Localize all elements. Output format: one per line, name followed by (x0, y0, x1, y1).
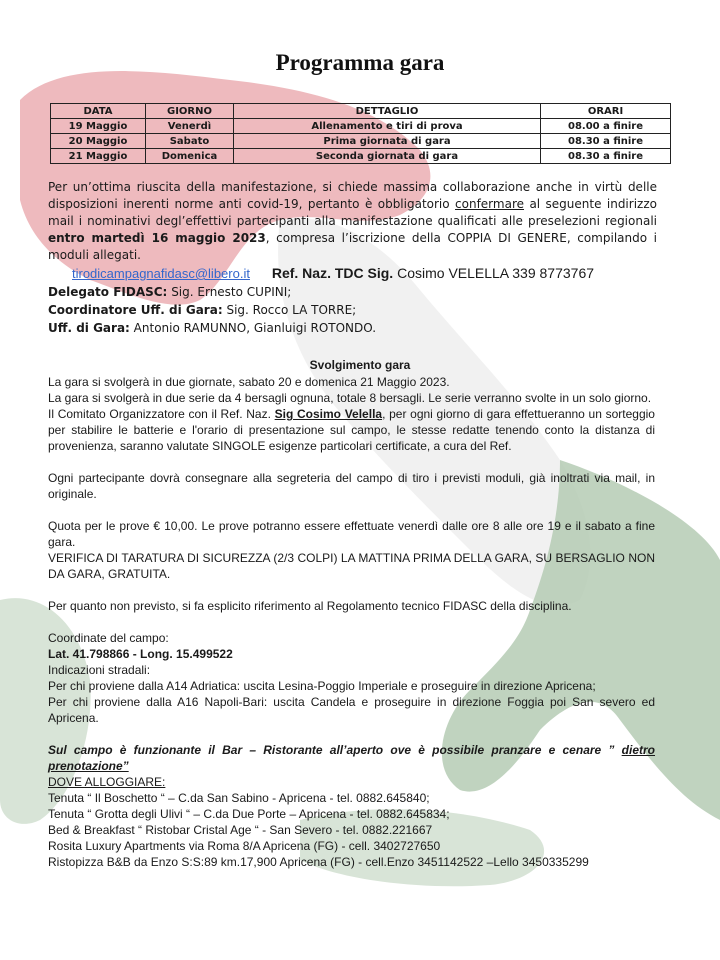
body-text: Sul campo è funzionante il Bar – Ristorante all’aperto ove è possibile pranzare e cenare ” (48, 743, 615, 757)
intro-text: Per un’ottima riuscita della manifestazione, si chiede massima collaborazione anche in virtù delle disposizioni inerenti norme anti covid-19, pertanto è obbligatorio (48, 180, 657, 211)
intro-underlined: confermare (455, 197, 525, 211)
table-cell: Sabato (146, 134, 234, 149)
body-line: Ogni partecipante dovrà consegnare alla segreteria del campo di tiro i previsti moduli, già inoltrati via mail, in originale. (48, 471, 655, 501)
official-row (48, 283, 376, 301)
body-line: VERIFICA DI TARATURA DI SICUREZZA (2/3 COLPI) LA MATTINA PRIMA DELLA GARA, SU BERSAGLIO NON DA GARA, GRATUITA. (48, 551, 655, 581)
officials-list (48, 283, 376, 337)
header-cell: GIORNO (146, 104, 234, 119)
booking-note: dietro prenotazione” (48, 743, 655, 773)
table-cell: 21 Maggio (51, 149, 146, 164)
table-cell: 20 Maggio (51, 134, 146, 149)
referee-label: Ref. Naz. TDC Sig. (271, 265, 394, 281)
body-line: Per quanto non previsto, si fa esplicito riferimento al Regolamento tecnico FIDASC della disciplina. (48, 599, 572, 613)
table-cell: Venerdì (146, 119, 234, 134)
table-row (51, 134, 671, 149)
lodging-heading: DOVE ALLOGGIARE: (48, 775, 166, 789)
header-cell: DETTAGLIO (234, 104, 541, 119)
deadline-text: entro martedì 16 maggio 2023 (48, 231, 266, 245)
page-title: Programma gara (275, 50, 445, 75)
referee-contact (272, 265, 594, 281)
email-link[interactable]: tirodicampagnafidasc@libero.it (72, 266, 250, 281)
intro-text: , compresa l’iscrizione della COPPIA DI GENERE, compilando i moduli allegati. (48, 231, 658, 262)
intro-text: al seguente indirizzo mail i nominativi degl’effettivi partecipanti alla manifestazione qualificati alle preselezioni regionali (48, 197, 657, 228)
lodging-item: Bed & Breakfast “ Ristobar Cristal Age “ - San Severo - tel. 0882.221667 (48, 823, 433, 837)
lodging-item: Tenuta “ Grotta degli Ulivi “ – C.da Due Porte – Apricena - tel. 0882.645834; (48, 807, 450, 821)
table-cell: Seconda giornata di gara (234, 149, 541, 164)
body-text: Il Comitato Organizzatore con il Ref. Naz. (48, 407, 271, 421)
official-value: Sig. Rocco LA TORRE; (226, 303, 357, 317)
official-row (48, 301, 376, 319)
lodging-item: Tenuta “ Il Boschetto “ – C.da San Sabino - Apricena - tel. 0882.645840; (48, 791, 430, 805)
table-cell: 19 Maggio (51, 119, 146, 134)
referee-name: Sig Cosimo Velella (274, 407, 383, 421)
table-cell: Domenica (146, 149, 234, 164)
table-cell: 08.30 a finire (541, 134, 671, 149)
race-details (48, 374, 655, 870)
table-row (51, 149, 671, 164)
body-line: La gara si svolgerà in due giornate, sabato 20 e domenica 21 Maggio 2023. (48, 375, 450, 389)
body-text: , per ogni giorno di gara effettueranno un sorteggio per stabilire le batterie e l'orario di presentazione sul campo, le stesse redatte tenendo conto la distanza di provenienza, saranno valutate SINGOLE esigenze particolari certificate, a cura del Ref. (48, 407, 655, 453)
header-cell: DATA (51, 104, 146, 119)
table-cell: Allenamento e tiri di prova (234, 119, 541, 134)
lodging-item: Rosita Luxury Apartments via Roma 8/A Apricena (FG) - cell. 3402727650 (48, 839, 441, 853)
contact-line (72, 265, 594, 281)
body-line: Coordinate del campo: (48, 631, 169, 645)
table-cell: Prima giornata di gara (234, 134, 541, 149)
table-cell: 08.30 a finire (541, 149, 671, 164)
intro-paragraph (48, 179, 657, 264)
section-title: Svolgimento gara (309, 358, 411, 372)
body-line: Per chi proviene dalla A16 Napoli-Bari: uscita Candela e proseguire in direzione Foggia poi San severo ed Apricena. (48, 695, 655, 725)
body-line: Indicazioni stradali: (48, 663, 151, 677)
official-label: Coordinatore Uff. di Gara: (48, 303, 223, 317)
official-label: Uff. di Gara: (48, 321, 130, 335)
body-line: Quota per le prove € 10,00. Le prove potranno essere effettuate venerdì dalle ore 8 alle ore 19 e il sabato a fine gara. (48, 519, 655, 549)
body-line (48, 406, 655, 454)
watermark: pixers (430, 880, 583, 931)
header-cell: ORARI (541, 104, 671, 119)
body-line: Per chi proviene dalla A14 Adriatica: uscita Lesina-Poggio Imperiale e proseguire in direzione Apricena; (48, 679, 596, 693)
restaurant-note (48, 742, 655, 774)
referee-value: Cosimo VELELLA 339 8773767 (397, 265, 595, 281)
schedule-table (50, 103, 671, 164)
body-line: La gara si svolgerà in due serie da 4 bersagli ognuna, totale 8 bersagli. Le serie verranno svolte in un solo giorno. (48, 391, 652, 405)
coordinates: Lat. 41.798866 - Long. 15.499522 (48, 647, 233, 661)
lodging-item: Ristopizza B&B da Enzo S:S:89 km.17,900 Apricena (FG) - cell.Enzo 3451142522 –Lello 3450335299 (48, 855, 589, 869)
official-value: Sig. Ernesto CUPINI; (171, 285, 292, 299)
table-header-row (51, 104, 671, 119)
table-row (51, 119, 671, 134)
official-value: Antonio RAMUNNO, Gianluigi ROTONDO. (133, 321, 377, 335)
official-label: Delegato FIDASC: (48, 285, 168, 299)
official-row (48, 319, 376, 337)
table-cell: 08.00 a finire (541, 119, 671, 134)
